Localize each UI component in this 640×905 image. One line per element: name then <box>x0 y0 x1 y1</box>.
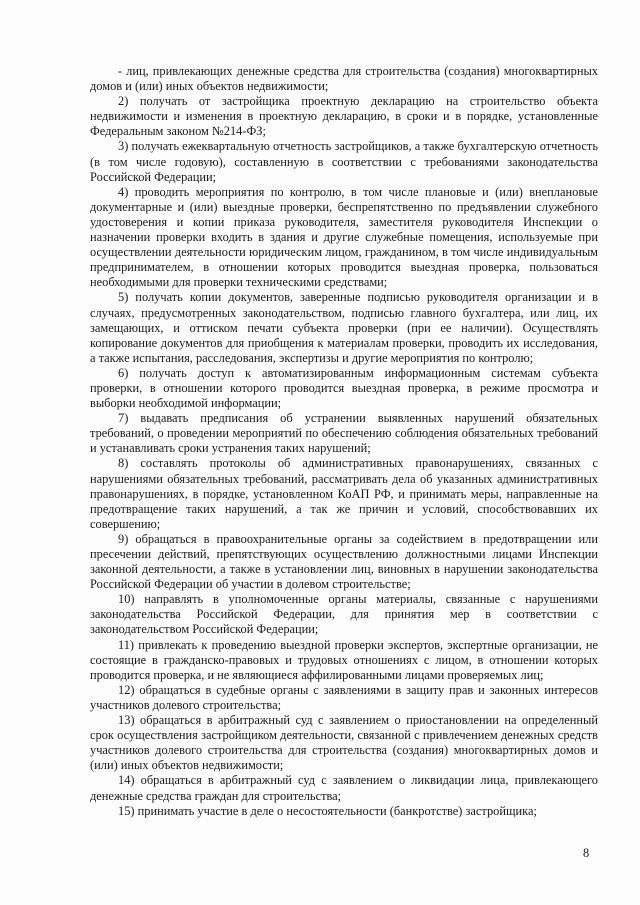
paragraph-item-3: 3) получать ежеквартальную отчетность застройщиков, а также бухгалтерскую отчетность (в том числе годовую), составленную в соответствии с требованиями законодательства Российской Федерации; <box>90 139 598 184</box>
paragraph-item-6: 6) получать доступ к автоматизированным информационным системам субъекта проверки, в отношении которого проводится выездная проверка, в режиме просмотра и выборки необходимой информации; <box>90 365 598 411</box>
page-number: 8 <box>583 846 590 860</box>
paragraph-item-14: 14) обращаться в арбитражный суд с заявлением о ликвидации лица, привлекающего денежные средства граждан для строительства; <box>90 773 598 803</box>
paragraph-item-7: 7) выдавать предписания об устранении выявленных нарушений обязательных требований, о проведении мероприятий по обеспечению соблюдения обязательных требований и устанавливать сроки устранения таких нарушений; <box>90 411 598 456</box>
paragraph-item-8: 8) составлять протоколы об административных правонарушениях, связанных с нарушениями обязательных требований, рассматривать дела об указанных административных правонарушениях, в порядке, установленном КоАП РФ, и принимать меры, направленные на предотвращение таких нарушений, а так же причин и условий, способствовавших их совершению; <box>90 456 598 531</box>
paragraph-item-10: 10) направлять в уполномоченные органы материалы, связанные с нарушениями законодательства Российской Федерации, для принятия мер в соответствии с законодательством Российской Федерации; <box>90 592 598 637</box>
paragraph-item-15: 15) принимать участие в деле о несостоятельности (банкротстве) застройщика; <box>118 803 537 818</box>
paragraph-persons-attracting-funds: - лиц, привлекающих денежные средства для строительства (создания) многоквартирных домов и (или) иных объектов недвижимости; <box>90 64 598 94</box>
document-body <box>90 64 598 819</box>
paragraph-item-13: 13) обращаться в арбитражный суд с заявлением о приостановлении на определенный срок осуществления застройщиком деятельности, связанной с привлечением денежных средств участников долевого строительства для строительства (создания) многоквартирных домов и (или) иных объектов недвижимости; <box>90 713 598 773</box>
paragraph-item-11: 11) привлекать к проведению выездной проверки экспертов, экспертные организации, не состоящие в гражданско-правовых и трудовых отношениях с лицом, в отношении которых проводится проверка, и не являющиеся аффилированными лицами проверяемых лиц; <box>90 637 598 682</box>
paragraph-item-4: 4) проводить мероприятия по контролю, в том числе плановые и (или) внеплановые документарные и (или) выездные проверки, беспрепятственно по предъявлении служебного удостоверения и копии приказа руководителя, заместителя руководителя Инспекции о назначении проверки входить в здания и другие служебные помещения, используемые при осуществлении деятельности юридическим лицом, гражданином, в том числе индивидуальным предпринимателем, в отношении которых проводится выездная проверка, пользоваться необходимыми для проверки техническими средствами; <box>90 184 598 290</box>
paragraph-item-5: 5) получать копии документов, заверенные подписью руководителя организации и в случаях, предусмотренных законодательством, подписью главного бухгалтера, или лиц, их замещающих, и оттиском печати субъекта проверки (при ее наличии). Осуществлять копирование документов для приобщения к материалам проверки, проводить их исследования, а также испытания, расследования, экспертизы и другие мероприятия по контролю; <box>90 290 598 365</box>
paragraph-item-12: 12) обращаться в судебные органы с заявлениями в защиту прав и законных интересов участников долевого строительства; <box>90 682 598 712</box>
paragraph-item-9: 9) обращаться в правоохранительные органы за содействием в предотвращении или пресечении действий, препятствующих осуществлению должностными лицами Инспекции законной деятельности, а также в установлении лиц, виновных в нарушении законодательства Российской Федерации об участии в долевом строительстве; <box>90 531 598 592</box>
paragraph-item-2: 2) получать от застройщика проектную декларацию на строительство объекта недвижимости и изменения в проектную декларацию, в сроки и в порядке, установленные Федеральным законом №214-ФЗ; <box>90 94 598 139</box>
